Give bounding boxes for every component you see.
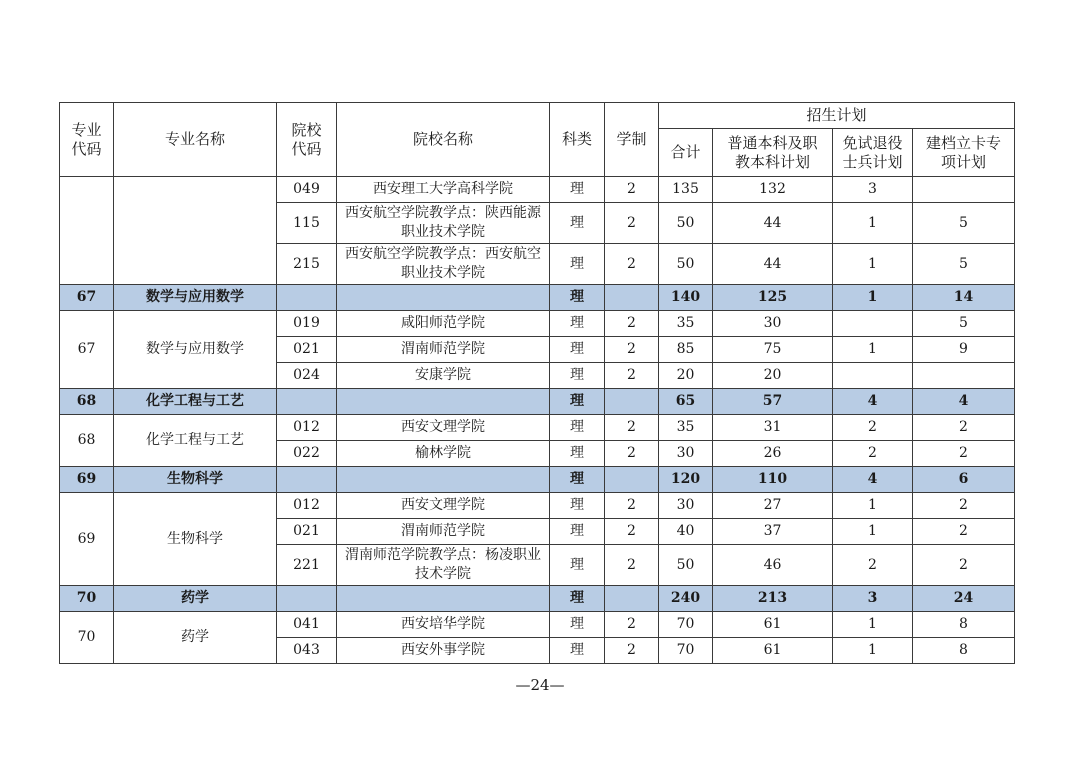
summary-empty-cell xyxy=(337,467,550,493)
school-name-cell: 咸阳师范学院 xyxy=(337,311,550,337)
school-name-cell: 西安航空学院教学点：西安航空职业技术学院 xyxy=(337,244,550,285)
poverty-plan-cell: 2 xyxy=(913,519,1015,545)
regular-plan-cell: 26 xyxy=(713,441,833,467)
table-row xyxy=(60,415,1015,441)
duration-cell: 2 xyxy=(605,203,659,244)
school-code-cell: 041 xyxy=(277,612,337,638)
duration-cell: 2 xyxy=(605,441,659,467)
summary-major-code: 68 xyxy=(60,389,114,415)
major-name-cell: 生物科学 xyxy=(114,493,277,586)
duration-cell: 2 xyxy=(605,363,659,389)
major-name-cell: 数学与应用数学 xyxy=(114,311,277,389)
total-cell: 35 xyxy=(659,311,713,337)
major-code-cell: 68 xyxy=(60,415,114,467)
header-total: 合计 xyxy=(659,129,713,177)
summary-category: 理 xyxy=(550,467,605,493)
veteran-plan-cell: 1 xyxy=(833,519,913,545)
school-code-cell: 049 xyxy=(277,177,337,203)
poverty-plan-cell xyxy=(913,177,1015,203)
summary-total: 240 xyxy=(659,586,713,612)
total-cell: 85 xyxy=(659,337,713,363)
summary-empty-cell xyxy=(277,467,337,493)
total-cell: 70 xyxy=(659,638,713,664)
major-code-cell: 70 xyxy=(60,612,114,664)
total-cell: 70 xyxy=(659,612,713,638)
summary-empty-cell xyxy=(605,389,659,415)
summary-category: 理 xyxy=(550,389,605,415)
major-name-cell: 药学 xyxy=(114,612,277,664)
header-school-name: 院校名称 xyxy=(337,103,550,177)
table-header xyxy=(60,103,1015,177)
header-category: 科类 xyxy=(550,103,605,177)
summary-empty-cell xyxy=(337,389,550,415)
category-cell: 理 xyxy=(550,337,605,363)
veteran-plan-cell: 1 xyxy=(833,203,913,244)
poverty-plan-cell xyxy=(913,363,1015,389)
summary-row xyxy=(60,285,1015,311)
regular-plan-cell: 30 xyxy=(713,311,833,337)
poverty-plan-cell: 5 xyxy=(913,203,1015,244)
page-number: —24— xyxy=(515,676,565,694)
summary-row xyxy=(60,389,1015,415)
header-major-name: 专业名称 xyxy=(114,103,277,177)
header-school-code: 院校 代码 xyxy=(277,103,337,177)
major-code-cell: 69 xyxy=(60,493,114,586)
total-cell: 35 xyxy=(659,415,713,441)
summary-empty-cell xyxy=(605,586,659,612)
table-row xyxy=(60,177,1015,203)
veteran-plan-cell: 1 xyxy=(833,638,913,664)
summary-poverty: 6 xyxy=(913,467,1015,493)
school-code-cell: 012 xyxy=(277,415,337,441)
veteran-plan-cell xyxy=(833,311,913,337)
school-name-cell: 安康学院 xyxy=(337,363,550,389)
regular-plan-cell: 44 xyxy=(713,203,833,244)
major-code-cell: 67 xyxy=(60,311,114,389)
regular-plan-cell: 37 xyxy=(713,519,833,545)
category-cell: 理 xyxy=(550,244,605,285)
veteran-plan-cell: 3 xyxy=(833,177,913,203)
duration-cell: 2 xyxy=(605,311,659,337)
category-cell: 理 xyxy=(550,493,605,519)
category-cell: 理 xyxy=(550,441,605,467)
duration-cell: 2 xyxy=(605,244,659,285)
poverty-plan-cell: 2 xyxy=(913,441,1015,467)
header-plan-group: 招生计划 xyxy=(659,103,1015,129)
category-cell: 理 xyxy=(550,545,605,586)
summary-empty-cell xyxy=(605,467,659,493)
school-code-cell: 021 xyxy=(277,337,337,363)
summary-total: 65 xyxy=(659,389,713,415)
major-name-cell xyxy=(114,177,277,285)
regular-plan-cell: 46 xyxy=(713,545,833,586)
table-row xyxy=(60,612,1015,638)
regular-plan-cell: 61 xyxy=(713,638,833,664)
summary-major-code: 67 xyxy=(60,285,114,311)
school-name-cell: 渭南师范学院教学点：杨凌职业技术学院 xyxy=(337,545,550,586)
regular-plan-cell: 44 xyxy=(713,244,833,285)
poverty-plan-cell: 5 xyxy=(913,244,1015,285)
summary-poverty: 4 xyxy=(913,389,1015,415)
summary-empty-cell xyxy=(337,586,550,612)
school-name-cell: 榆林学院 xyxy=(337,441,550,467)
poverty-plan-cell: 2 xyxy=(913,545,1015,586)
total-cell: 50 xyxy=(659,203,713,244)
school-name-cell: 西安外事学院 xyxy=(337,638,550,664)
category-cell: 理 xyxy=(550,311,605,337)
enrollment-plan-table xyxy=(59,102,1015,664)
summary-row xyxy=(60,467,1015,493)
summary-category: 理 xyxy=(550,285,605,311)
header-poverty-plan: 建档立卡专 项计划 xyxy=(913,129,1015,177)
poverty-plan-cell: 2 xyxy=(913,493,1015,519)
header-major-code: 专业 代码 xyxy=(60,103,114,177)
regular-plan-cell: 27 xyxy=(713,493,833,519)
veteran-plan-cell: 1 xyxy=(833,244,913,285)
total-cell: 20 xyxy=(659,363,713,389)
duration-cell: 2 xyxy=(605,545,659,586)
summary-regular: 213 xyxy=(713,586,833,612)
poverty-plan-cell: 5 xyxy=(913,311,1015,337)
category-cell: 理 xyxy=(550,177,605,203)
school-name-cell: 西安文理学院 xyxy=(337,493,550,519)
veteran-plan-cell: 2 xyxy=(833,441,913,467)
summary-poverty: 24 xyxy=(913,586,1015,612)
major-name-cell: 化学工程与工艺 xyxy=(114,415,277,467)
category-cell: 理 xyxy=(550,612,605,638)
summary-veteran: 4 xyxy=(833,467,913,493)
veteran-plan-cell: 1 xyxy=(833,337,913,363)
summary-major-code: 69 xyxy=(60,467,114,493)
total-cell: 40 xyxy=(659,519,713,545)
summary-category: 理 xyxy=(550,586,605,612)
major-code-cell xyxy=(60,177,114,285)
summary-row xyxy=(60,586,1015,612)
veteran-plan-cell: 2 xyxy=(833,545,913,586)
summary-empty-cell xyxy=(337,285,550,311)
summary-major-name: 药学 xyxy=(114,586,277,612)
school-code-cell: 043 xyxy=(277,638,337,664)
school-code-cell: 021 xyxy=(277,519,337,545)
regular-plan-cell: 61 xyxy=(713,612,833,638)
summary-major-name: 数学与应用数学 xyxy=(114,285,277,311)
school-code-cell: 115 xyxy=(277,203,337,244)
duration-cell: 2 xyxy=(605,177,659,203)
summary-empty-cell xyxy=(277,285,337,311)
summary-total: 140 xyxy=(659,285,713,311)
header-duration: 学制 xyxy=(605,103,659,177)
summary-major-name: 生物科学 xyxy=(114,467,277,493)
summary-regular: 125 xyxy=(713,285,833,311)
veteran-plan-cell: 1 xyxy=(833,612,913,638)
regular-plan-cell: 20 xyxy=(713,363,833,389)
school-code-cell: 024 xyxy=(277,363,337,389)
poverty-plan-cell: 2 xyxy=(913,415,1015,441)
school-name-cell: 西安理工大学高科学院 xyxy=(337,177,550,203)
total-cell: 30 xyxy=(659,441,713,467)
school-code-cell: 022 xyxy=(277,441,337,467)
school-name-cell: 西安航空学院教学点：陕西能源职业技术学院 xyxy=(337,203,550,244)
summary-empty-cell xyxy=(605,285,659,311)
duration-cell: 2 xyxy=(605,519,659,545)
total-cell: 50 xyxy=(659,244,713,285)
summary-regular: 57 xyxy=(713,389,833,415)
summary-total: 120 xyxy=(659,467,713,493)
veteran-plan-cell xyxy=(833,363,913,389)
category-cell: 理 xyxy=(550,203,605,244)
duration-cell: 2 xyxy=(605,638,659,664)
summary-veteran: 3 xyxy=(833,586,913,612)
category-cell: 理 xyxy=(550,415,605,441)
school-code-cell: 012 xyxy=(277,493,337,519)
school-name-cell: 渭南师范学院 xyxy=(337,519,550,545)
duration-cell: 2 xyxy=(605,493,659,519)
table-body xyxy=(60,177,1015,664)
total-cell: 135 xyxy=(659,177,713,203)
poverty-plan-cell: 8 xyxy=(913,638,1015,664)
school-name-cell: 西安培华学院 xyxy=(337,612,550,638)
veteran-plan-cell: 1 xyxy=(833,493,913,519)
veteran-plan-cell: 2 xyxy=(833,415,913,441)
summary-major-name: 化学工程与工艺 xyxy=(114,389,277,415)
school-code-cell: 221 xyxy=(277,545,337,586)
regular-plan-cell: 75 xyxy=(713,337,833,363)
poverty-plan-cell: 8 xyxy=(913,612,1015,638)
duration-cell: 2 xyxy=(605,415,659,441)
school-name-cell: 西安文理学院 xyxy=(337,415,550,441)
summary-poverty: 14 xyxy=(913,285,1015,311)
total-cell: 30 xyxy=(659,493,713,519)
poverty-plan-cell: 9 xyxy=(913,337,1015,363)
summary-veteran: 4 xyxy=(833,389,913,415)
summary-major-code: 70 xyxy=(60,586,114,612)
duration-cell: 2 xyxy=(605,337,659,363)
category-cell: 理 xyxy=(550,638,605,664)
summary-regular: 110 xyxy=(713,467,833,493)
school-code-cell: 019 xyxy=(277,311,337,337)
header-veteran-plan: 免试退役 士兵计划 xyxy=(833,129,913,177)
category-cell: 理 xyxy=(550,363,605,389)
summary-empty-cell xyxy=(277,586,337,612)
summary-empty-cell xyxy=(277,389,337,415)
school-code-cell: 215 xyxy=(277,244,337,285)
regular-plan-cell: 31 xyxy=(713,415,833,441)
table-row xyxy=(60,493,1015,519)
table-row xyxy=(60,311,1015,337)
school-name-cell: 渭南师范学院 xyxy=(337,337,550,363)
header-regular-plan: 普通本科及职 教本科计划 xyxy=(713,129,833,177)
duration-cell: 2 xyxy=(605,612,659,638)
regular-plan-cell: 132 xyxy=(713,177,833,203)
category-cell: 理 xyxy=(550,519,605,545)
summary-veteran: 1 xyxy=(833,285,913,311)
total-cell: 50 xyxy=(659,545,713,586)
